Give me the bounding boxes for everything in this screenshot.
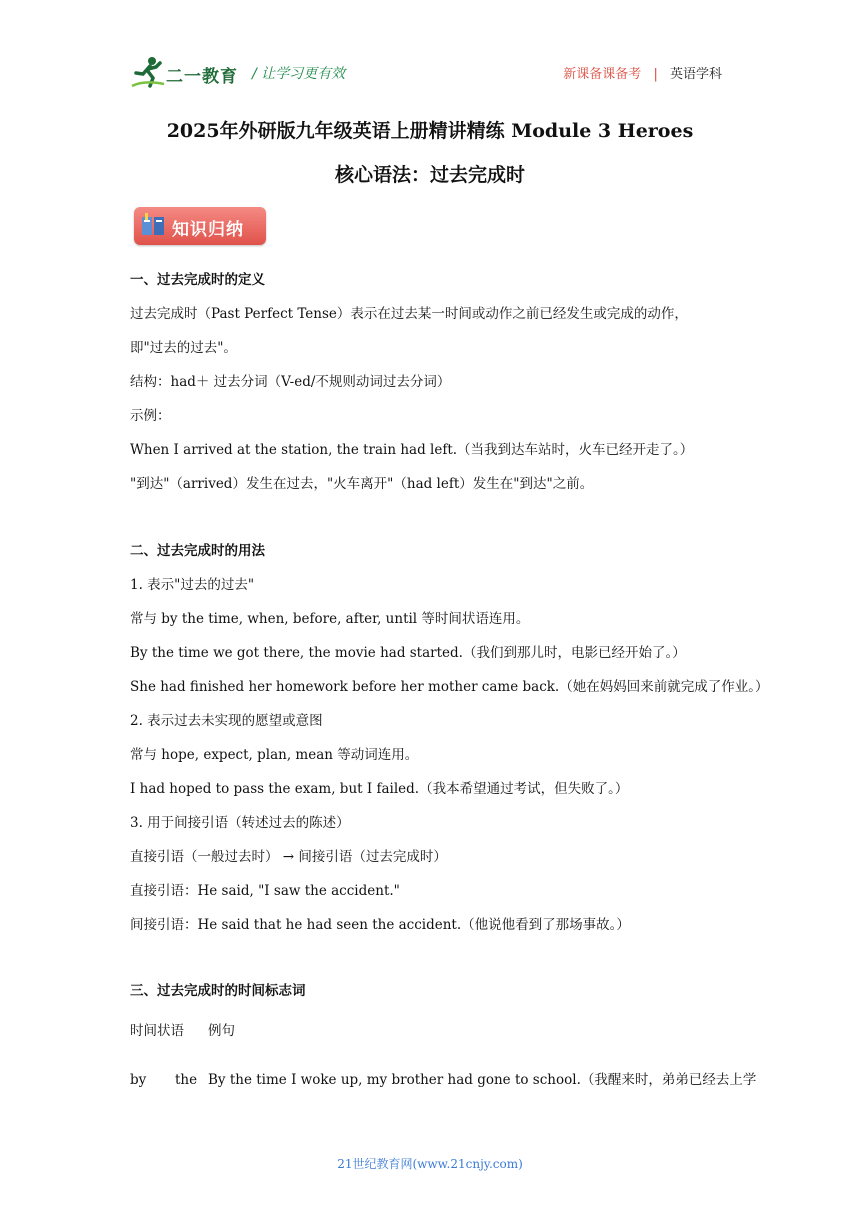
header-subject xyxy=(563,63,722,82)
table-cell-example: By the time I woke up, my brother had gone to school.（我醒来时，弟弟已经去上学 xyxy=(208,1072,757,1088)
header-separator: | xyxy=(653,67,658,82)
table-cell-the: the xyxy=(175,1072,198,1088)
usage3-title: 3. 用于间接引语（转述过去的陈述） xyxy=(130,815,350,831)
header-label-course: 新课备课备考 xyxy=(563,67,642,82)
usage1-example-2: She had finished her homework before her mother came back.（她在妈妈回来前就完成了作业。） xyxy=(130,679,769,695)
section-badge xyxy=(134,207,266,245)
book-icon xyxy=(139,213,167,239)
runner-logo-icon xyxy=(130,54,166,90)
usage1-example-1: By the time we got there, the movie had started.（我们到那儿时，电影已经开始了。） xyxy=(130,645,686,661)
table-header-adverbial: 时间状语 xyxy=(130,1023,184,1039)
usage1-title: 1. 表示"过去的过去" xyxy=(130,577,255,593)
logo xyxy=(130,54,244,90)
example-sentence: When I arrived at the station, the train had left.（当我到达车站时，火车已经开走了。） xyxy=(130,442,694,458)
slogan: / 让学习更有效 xyxy=(252,66,346,82)
page-title: 2025年外研版九年级英语上册精讲精练 Module 3 Heroes xyxy=(166,120,694,142)
usage2-example: I had hoped to pass the exam, but I failed.（我本希望通过考试，但失败了。） xyxy=(130,781,629,797)
usage2-note: 常与 hope, expect, plan, mean 等动词连用。 xyxy=(130,747,419,763)
definition-line-2: 即"过去的过去"。 xyxy=(130,340,237,356)
section1-heading: 一、过去完成时的定义 xyxy=(130,272,265,288)
table-header-example: 例句 xyxy=(208,1023,235,1039)
header-label-subject: 英语学科 xyxy=(669,67,722,82)
usage2-title: 2. 表示过去未实现的愿望或意图 xyxy=(130,713,323,729)
section3-heading: 三、过去完成时的时间标志词 xyxy=(130,983,306,999)
usage3-indirect-speech: 间接引语：He said that he had seen the accident.（他说他看到了那场事故。） xyxy=(130,917,630,933)
usage1-note: 常与 by the time, when, before, after, until 等时间状语连用。 xyxy=(130,611,530,627)
page-subtitle: 核心语法：过去完成时 xyxy=(334,164,525,186)
definition-line-1: 过去完成时（Past Perfect Tense）表示在过去某一时间或动作之前已经发生或完成的动作， xyxy=(130,306,688,322)
structure-line: 结构：had＋ 过去分词（V-ed/不规则动词过去分词） xyxy=(130,374,451,390)
example-explanation: "到达"（arrived）发生在过去，"火车离开"（had left）发生在"到达"之前。 xyxy=(130,476,594,492)
table-cell-by: by xyxy=(130,1072,147,1088)
logo-text: 二一教育 xyxy=(166,67,238,87)
page-footer: 21世纪教育网(www.21cnjy.com) xyxy=(337,1157,523,1171)
example-label: 示例： xyxy=(130,408,171,424)
page-header xyxy=(0,0,860,100)
section2-heading: 二、过去完成时的用法 xyxy=(130,543,265,559)
usage3-direct-speech: 直接引语：He said, "I saw the accident." xyxy=(130,883,400,899)
badge-label: 知识归纳 xyxy=(172,220,244,240)
usage3-note: 直接引语（一般过去时） → 间接引语（过去完成时） xyxy=(130,849,447,865)
